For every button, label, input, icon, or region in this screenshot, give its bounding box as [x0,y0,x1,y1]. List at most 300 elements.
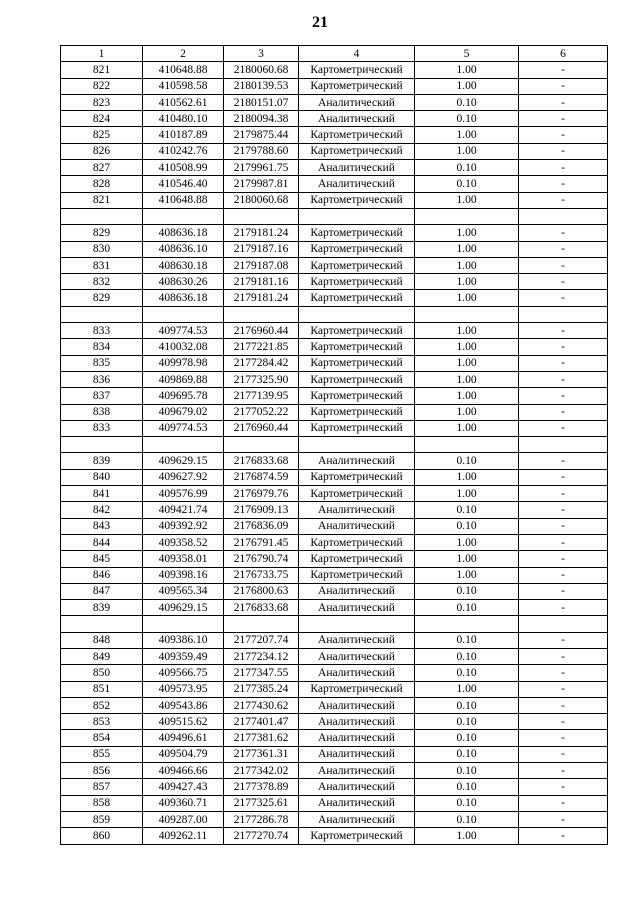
table-row [61,518,608,534]
method-cell: Картометрический [299,420,415,436]
y-coordinate-cell: 2176979.76 [224,486,299,502]
note-cell: - [519,323,608,339]
accuracy-cell: 1.00 [415,371,519,387]
table-row [61,469,608,485]
note-cell: - [519,62,608,78]
point-number-cell: 839 [61,453,143,469]
accuracy-cell: 0.10 [415,779,519,795]
accuracy-cell [415,616,519,632]
point-number-cell: 835 [61,355,143,371]
point-number-cell: 836 [61,371,143,387]
accuracy-cell: 1.00 [415,339,519,355]
accuracy-cell: 0.10 [415,583,519,599]
x-coordinate-cell: 409629.15 [143,600,224,616]
table-row [61,486,608,502]
note-cell: - [519,274,608,290]
x-coordinate-cell: 409566.75 [143,665,224,681]
note-cell: - [519,127,608,143]
table-body [61,62,608,844]
method-cell: Аналитический [299,697,415,713]
point-number-cell [61,208,143,224]
note-cell: - [519,111,608,127]
table-row [61,257,608,273]
y-coordinate-cell: 2179875.44 [224,127,299,143]
accuracy-cell: 1.00 [415,127,519,143]
y-coordinate-cell: 2177347.55 [224,665,299,681]
accuracy-cell: 1.00 [415,274,519,290]
method-cell: Аналитический [299,779,415,795]
method-cell: Картометрический [299,355,415,371]
point-number-cell: 855 [61,746,143,762]
y-coordinate-cell: 2177325.90 [224,371,299,387]
table-row [61,388,608,404]
y-coordinate-cell [224,616,299,632]
y-coordinate-cell: 2177385.24 [224,681,299,697]
x-coordinate-cell: 409565.34 [143,583,224,599]
accuracy-cell [415,306,519,322]
method-cell: Картометрический [299,681,415,697]
column-header: 6 [519,46,608,62]
x-coordinate-cell: 410562.61 [143,94,224,110]
table-row [61,323,608,339]
y-coordinate-cell: 2177207.74 [224,632,299,648]
method-cell: Картометрический [299,241,415,257]
point-number-cell: 860 [61,828,143,844]
x-coordinate-cell: 409679.02 [143,404,224,420]
header-row [61,46,608,62]
point-number-cell: 838 [61,404,143,420]
method-cell: Аналитический [299,453,415,469]
method-cell: Картометрический [299,323,415,339]
y-coordinate-cell: 2179961.75 [224,160,299,176]
point-number-cell: 842 [61,502,143,518]
table-row [61,225,608,241]
method-cell: Картометрический [299,127,415,143]
note-cell: - [519,648,608,664]
x-coordinate-cell [143,437,224,453]
note-cell: - [519,730,608,746]
x-coordinate-cell: 410648.88 [143,62,224,78]
accuracy-cell: 1.00 [415,62,519,78]
accuracy-cell: 0.10 [415,94,519,110]
accuracy-cell: 1.00 [415,78,519,94]
point-number-cell: 849 [61,648,143,664]
table-row [61,176,608,192]
column-header: 1 [61,46,143,62]
method-cell: Аналитический [299,811,415,827]
table-row [61,502,608,518]
accuracy-cell: 1.00 [415,225,519,241]
y-coordinate-cell: 2176833.68 [224,600,299,616]
x-coordinate-cell: 408636.10 [143,241,224,257]
note-cell: - [519,828,608,844]
point-number-cell: 826 [61,143,143,159]
note-cell: - [519,600,608,616]
table-row [61,371,608,387]
y-coordinate-cell: 2177401.47 [224,714,299,730]
table-row [61,567,608,583]
note-cell: - [519,388,608,404]
y-coordinate-cell: 2179187.08 [224,257,299,273]
point-number-cell: 854 [61,730,143,746]
method-cell: Картометрический [299,534,415,550]
point-number-cell: 833 [61,420,143,436]
x-coordinate-cell: 409398.16 [143,567,224,583]
note-cell: - [519,160,608,176]
note-cell: - [519,241,608,257]
point-number-cell: 825 [61,127,143,143]
column-header: 3 [224,46,299,62]
x-coordinate-cell: 409978.98 [143,355,224,371]
note-cell: - [519,486,608,502]
point-number-cell: 828 [61,176,143,192]
accuracy-cell: 0.10 [415,502,519,518]
table-row [61,681,608,697]
method-cell [299,616,415,632]
table-row [61,160,608,176]
x-coordinate-cell: 409392.92 [143,518,224,534]
accuracy-cell: 0.10 [415,665,519,681]
note-cell [519,616,608,632]
x-coordinate-cell: 410242.76 [143,143,224,159]
y-coordinate-cell [224,437,299,453]
method-cell: Аналитический [299,600,415,616]
y-coordinate-cell: 2177381.62 [224,730,299,746]
y-coordinate-cell: 2177139.95 [224,388,299,404]
y-coordinate-cell: 2180151.07 [224,94,299,110]
table-row [61,746,608,762]
accuracy-cell: 1.00 [415,567,519,583]
column-header: 4 [299,46,415,62]
y-coordinate-cell [224,208,299,224]
method-cell: Аналитический [299,518,415,534]
note-cell: - [519,94,608,110]
x-coordinate-cell: 409466.66 [143,763,224,779]
method-cell: Картометрический [299,486,415,502]
table-row [61,192,608,208]
note-cell: - [519,176,608,192]
column-header: 2 [143,46,224,62]
y-coordinate-cell: 2179187.16 [224,241,299,257]
x-coordinate-cell: 409386.10 [143,632,224,648]
coordinates-table [60,45,608,845]
accuracy-cell: 0.10 [415,730,519,746]
method-cell [299,208,415,224]
x-coordinate-cell: 409695.78 [143,388,224,404]
y-coordinate-cell: 2177430.62 [224,697,299,713]
x-coordinate-cell: 409358.01 [143,551,224,567]
table-row [61,665,608,681]
y-coordinate-cell: 2177270.74 [224,828,299,844]
y-coordinate-cell: 2176733.75 [224,567,299,583]
x-coordinate-cell: 409774.53 [143,420,224,436]
note-cell: - [519,763,608,779]
note-cell [519,306,608,322]
method-cell: Аналитический [299,176,415,192]
accuracy-cell [415,208,519,224]
point-number-cell: 852 [61,697,143,713]
point-number-cell: 858 [61,795,143,811]
x-coordinate-cell: 409629.15 [143,453,224,469]
accuracy-cell: 0.10 [415,714,519,730]
point-number-cell: 831 [61,257,143,273]
note-cell: - [519,404,608,420]
method-cell: Аналитический [299,746,415,762]
y-coordinate-cell: 2176960.44 [224,323,299,339]
accuracy-cell: 1.00 [415,828,519,844]
x-coordinate-cell: 409359.49 [143,648,224,664]
table-row [61,339,608,355]
note-cell [519,208,608,224]
table-row [61,648,608,664]
method-cell: Аналитический [299,111,415,127]
method-cell: Аналитический [299,795,415,811]
accuracy-cell [415,437,519,453]
table-header [61,46,608,62]
y-coordinate-cell: 2176833.68 [224,453,299,469]
accuracy-cell: 1.00 [415,323,519,339]
x-coordinate-cell: 409869.88 [143,371,224,387]
note-cell: - [519,534,608,550]
point-number-cell: 853 [61,714,143,730]
method-cell [299,306,415,322]
y-coordinate-cell: 2177286.78 [224,811,299,827]
note-cell: - [519,795,608,811]
note-cell: - [519,632,608,648]
method-cell: Картометрический [299,371,415,387]
point-number-cell: 840 [61,469,143,485]
x-coordinate-cell: 408636.18 [143,225,224,241]
accuracy-cell: 1.00 [415,404,519,420]
accuracy-cell: 1.00 [415,469,519,485]
y-coordinate-cell: 2177284.42 [224,355,299,371]
x-coordinate-cell: 409543.86 [143,697,224,713]
point-number-cell: 856 [61,763,143,779]
method-cell: Картометрический [299,339,415,355]
method-cell: Картометрический [299,192,415,208]
table-row [61,208,608,224]
column-header: 5 [415,46,519,62]
accuracy-cell: 0.10 [415,746,519,762]
y-coordinate-cell: 2177234.12 [224,648,299,664]
y-coordinate-cell: 2176791.45 [224,534,299,550]
y-coordinate-cell: 2177361.31 [224,746,299,762]
table-row [61,697,608,713]
accuracy-cell: 0.10 [415,453,519,469]
x-coordinate-cell: 410508.99 [143,160,224,176]
point-number-cell: 830 [61,241,143,257]
y-coordinate-cell [224,306,299,322]
method-cell: Картометрический [299,551,415,567]
note-cell: - [519,225,608,241]
note-cell: - [519,567,608,583]
method-cell: Аналитический [299,648,415,664]
accuracy-cell: 1.00 [415,420,519,436]
accuracy-cell: 1.00 [415,551,519,567]
table-row [61,62,608,78]
point-number-cell: 832 [61,274,143,290]
page-number: 21 [312,14,328,31]
accuracy-cell: 0.10 [415,648,519,664]
table-row [61,111,608,127]
note-cell: - [519,697,608,713]
y-coordinate-cell: 2177378.89 [224,779,299,795]
table-row [61,78,608,94]
x-coordinate-cell: 409427.43 [143,779,224,795]
method-cell: Аналитический [299,160,415,176]
point-number-cell: 839 [61,600,143,616]
x-coordinate-cell: 410480.10 [143,111,224,127]
table-row [61,143,608,159]
point-number-cell: 850 [61,665,143,681]
point-number-cell: 829 [61,225,143,241]
point-number-cell: 851 [61,681,143,697]
point-number-cell: 841 [61,486,143,502]
note-cell: - [519,78,608,94]
table-row [61,600,608,616]
point-number-cell: 834 [61,339,143,355]
note-cell: - [519,339,608,355]
x-coordinate-cell: 409496.61 [143,730,224,746]
x-coordinate-cell: 409576.99 [143,486,224,502]
method-cell: Картометрический [299,257,415,273]
note-cell: - [519,518,608,534]
x-coordinate-cell: 409504.79 [143,746,224,762]
note-cell: - [519,355,608,371]
y-coordinate-cell: 2176874.59 [224,469,299,485]
method-cell: Аналитический [299,730,415,746]
x-coordinate-cell: 409287.00 [143,811,224,827]
x-coordinate-cell: 410648.88 [143,192,224,208]
table-row [61,274,608,290]
table-row [61,811,608,827]
table-row [61,94,608,110]
accuracy-cell: 0.10 [415,160,519,176]
method-cell: Аналитический [299,714,415,730]
point-number-cell: 843 [61,518,143,534]
method-cell: Аналитический [299,665,415,681]
point-number-cell: 827 [61,160,143,176]
accuracy-cell: 0.10 [415,176,519,192]
note-cell: - [519,551,608,567]
accuracy-cell: 0.10 [415,600,519,616]
y-coordinate-cell: 2180139.53 [224,78,299,94]
x-coordinate-cell: 409774.53 [143,323,224,339]
note-cell: - [519,192,608,208]
note-cell: - [519,290,608,306]
note-cell [519,437,608,453]
note-cell: - [519,371,608,387]
method-cell: Картометрический [299,274,415,290]
point-number-cell: 837 [61,388,143,404]
accuracy-cell: 1.00 [415,534,519,550]
x-coordinate-cell: 409627.92 [143,469,224,485]
method-cell: Картометрический [299,828,415,844]
accuracy-cell: 1.00 [415,355,519,371]
point-number-cell: 833 [61,323,143,339]
table-row [61,583,608,599]
y-coordinate-cell: 2176790.74 [224,551,299,567]
method-cell: Аналитический [299,632,415,648]
y-coordinate-cell: 2179987.81 [224,176,299,192]
x-coordinate-cell: 408630.18 [143,257,224,273]
accuracy-cell: 1.00 [415,257,519,273]
table-row [61,453,608,469]
y-coordinate-cell: 2179181.24 [224,290,299,306]
note-cell: - [519,681,608,697]
y-coordinate-cell: 2180060.68 [224,62,299,78]
method-cell: Картометрический [299,290,415,306]
accuracy-cell: 0.10 [415,811,519,827]
x-coordinate-cell: 410598.58 [143,78,224,94]
accuracy-cell: 0.10 [415,763,519,779]
x-coordinate-cell [143,306,224,322]
y-coordinate-cell: 2176960.44 [224,420,299,436]
x-coordinate-cell: 409358.52 [143,534,224,550]
table-row [61,714,608,730]
point-number-cell: 847 [61,583,143,599]
y-coordinate-cell: 2177221.85 [224,339,299,355]
table-row [61,437,608,453]
accuracy-cell: 1.00 [415,241,519,257]
method-cell [299,437,415,453]
table-row [61,763,608,779]
method-cell: Картометрический [299,567,415,583]
table-row [61,795,608,811]
method-cell: Аналитический [299,502,415,518]
note-cell: - [519,665,608,681]
table-row [61,730,608,746]
x-coordinate-cell: 408636.18 [143,290,224,306]
note-cell: - [519,453,608,469]
y-coordinate-cell: 2180060.68 [224,192,299,208]
table-row [61,355,608,371]
method-cell: Картометрический [299,78,415,94]
y-coordinate-cell: 2176836.09 [224,518,299,534]
point-number-cell [61,437,143,453]
table-row [61,127,608,143]
table-row [61,404,608,420]
accuracy-cell: 1.00 [415,681,519,697]
table-row [61,534,608,550]
accuracy-cell: 1.00 [415,290,519,306]
method-cell: Аналитический [299,763,415,779]
point-number-cell: 829 [61,290,143,306]
method-cell: Картометрический [299,404,415,420]
table-row [61,616,608,632]
x-coordinate-cell: 410187.89 [143,127,224,143]
point-number-cell [61,306,143,322]
x-coordinate-cell: 409573.95 [143,681,224,697]
table-row [61,241,608,257]
accuracy-cell: 0.10 [415,518,519,534]
x-coordinate-cell [143,616,224,632]
accuracy-cell: 0.10 [415,795,519,811]
point-number-cell: 823 [61,94,143,110]
y-coordinate-cell: 2180094.38 [224,111,299,127]
point-number-cell [61,616,143,632]
accuracy-cell: 1.00 [415,388,519,404]
y-coordinate-cell: 2177325.61 [224,795,299,811]
table-row [61,551,608,567]
y-coordinate-cell: 2177342.02 [224,763,299,779]
method-cell: Аналитический [299,583,415,599]
note-cell: - [519,714,608,730]
method-cell: Картометрический [299,143,415,159]
point-number-cell: 859 [61,811,143,827]
point-number-cell: 821 [61,192,143,208]
accuracy-cell: 1.00 [415,192,519,208]
